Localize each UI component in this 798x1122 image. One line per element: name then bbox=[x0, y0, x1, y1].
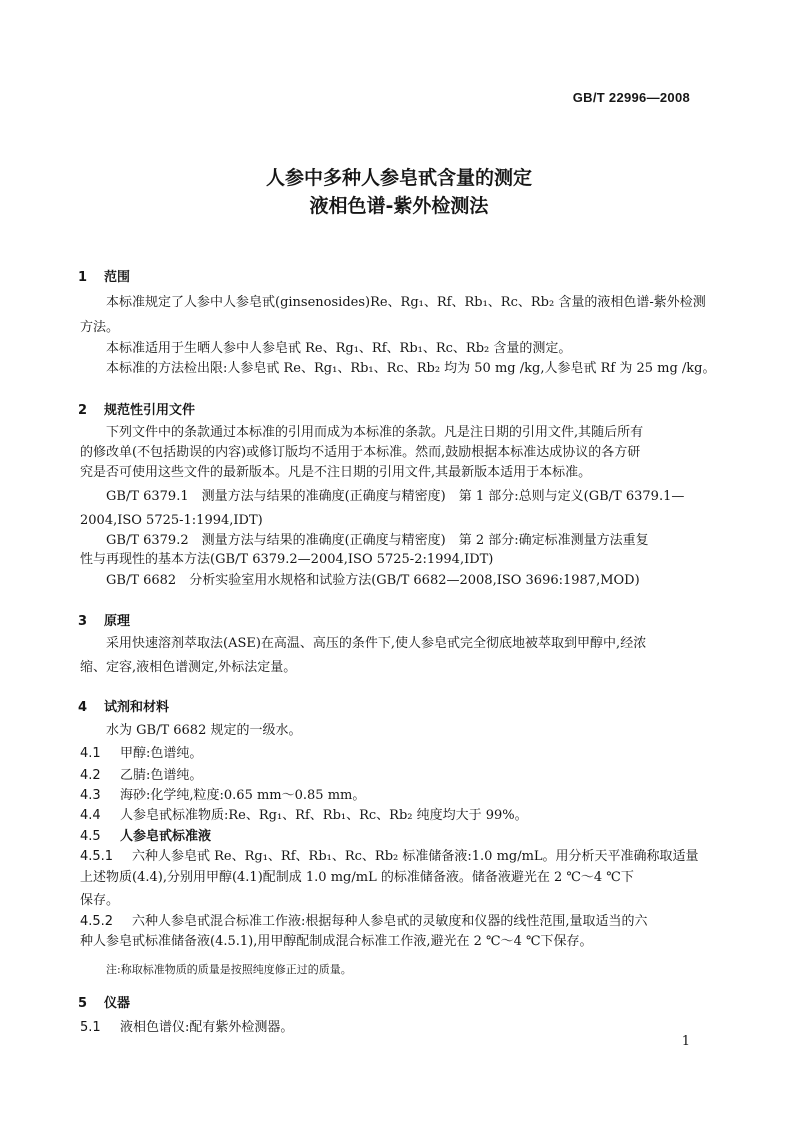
paragraph-line: 的修改单(不包括勘误的内容)或修订版均不适用于本标准。然而,鼓励根据本标准达成协议的各方研 bbox=[80, 445, 641, 460]
reference-line: GB/T 6379.2 测量方法与结果的准确度(正确度与精密度) 第 2 部分:确定标准测量方法重复 bbox=[106, 533, 649, 548]
clause-number: 4.5.1 bbox=[80, 849, 114, 864]
section-title: 仪器 bbox=[104, 996, 131, 1011]
reference-line: 性与再现性的基本方法(GB/T 6379.2—2004,ISO 5725-2:1994,IDT) bbox=[80, 552, 494, 567]
clause-number: 4.3 bbox=[80, 788, 101, 803]
clause-text: 六种人参皂甙混合标准工作液:根据每种人参皂甙的灵敏度和仪器的线性范围,量取适当的六 bbox=[132, 914, 648, 929]
paragraph-line: 缩、定容,液相色谱测定,外标法定量。 bbox=[80, 660, 297, 675]
paragraph-line: 采用快速溶剂萃取法(ASE)在高温、高压的条件下,使人参皂甙完全彻底地被萃取到甲醇中,经浓 bbox=[106, 636, 647, 651]
clause-number: 4.4 bbox=[80, 808, 101, 823]
clause-number: 4.2 bbox=[80, 768, 101, 783]
section-number: 5 bbox=[78, 996, 88, 1011]
clause-5-1 bbox=[80, 1020, 293, 1036]
section-1-heading bbox=[78, 266, 130, 285]
section-title: 原理 bbox=[104, 614, 131, 629]
paragraph-line: 种人参皂甙标准储备液(4.5.1),用甲醇配制成混合标准工作液,避光在 2 ℃～4 ℃下保存。 bbox=[80, 934, 593, 949]
section-title: 试剂和材料 bbox=[104, 700, 170, 715]
section-3-heading bbox=[78, 610, 130, 629]
paragraph-line: 下列文件中的条款通过本标准的引用而成为本标准的条款。凡是注日期的引用文件,其随后所有 bbox=[106, 425, 644, 440]
paragraph-line: 方法。 bbox=[80, 320, 120, 335]
paragraph-line: 本标准规定了人参中人参皂甙(ginsenosides)Re、Rg₁、Rf、Rb₁、Rc、Rb₂ 含量的液相色谱-紫外检测 bbox=[106, 295, 706, 310]
clause-4-5-2 bbox=[80, 914, 648, 930]
section-number: 1 bbox=[78, 270, 88, 285]
clause-text: 甲醇:色谱纯。 bbox=[120, 746, 203, 761]
paragraph-line: 本标准适用于生晒人参中人参皂甙 Re、Rg₁、Rf、Rb₁、Rc、Rb₂ 含量的测定。 bbox=[106, 341, 572, 356]
reference-line: GB/T 6682 分析实验室用水规格和试验方法(GB/T 6682—2008,ISO 3696:1987,MOD) bbox=[106, 573, 640, 588]
clause-number: 4.1 bbox=[80, 746, 101, 761]
clause-4-4 bbox=[80, 808, 528, 824]
paragraph-line: 究是否可使用这些文件的最新版本。凡是不注日期的引用文件,其最新版本适用于本标准。 bbox=[80, 465, 592, 480]
clause-text: 液相色谱仪:配有紫外检测器。 bbox=[120, 1020, 294, 1035]
clause-4-5-1 bbox=[80, 849, 699, 865]
reference-line: GB/T 6379.1 测量方法与结果的准确度(正确度与精密度) 第 1 部分:总则与定义(GB/T 6379.1— bbox=[106, 489, 685, 504]
section-title: 规范性引用文件 bbox=[104, 403, 196, 418]
clause-number: 5.1 bbox=[80, 1020, 101, 1035]
clause-text: 乙腈:色谱纯。 bbox=[120, 768, 203, 783]
clause-4-3 bbox=[80, 788, 365, 804]
section-4-heading bbox=[78, 696, 169, 715]
clause-text: 人参皂甙标准物质:Re、Rg₁、Rf、Rb₁、Rc、Rb₂ 纯度均大于 99%。 bbox=[120, 808, 528, 823]
section-2-heading bbox=[78, 399, 195, 418]
reference-line: 2004,ISO 5725-1:1994,IDT) bbox=[80, 513, 263, 528]
page-number: 1 bbox=[681, 1034, 690, 1049]
paragraph-line: 上述物质(4.4),分别用甲醇(4.1)配制成 1.0 mg/mL 的标准储备液。储备液避光在 2 ℃～4 ℃下 bbox=[80, 870, 634, 885]
clause-4-2 bbox=[80, 768, 202, 784]
standard-code: GB/T 22996—2008 bbox=[572, 90, 690, 105]
document-title-line1: 人参中多种人参皂甙含量的测定 bbox=[265, 167, 532, 189]
clause-text: 人参皂甙标准液 bbox=[120, 829, 212, 844]
section-number: 4 bbox=[78, 700, 88, 715]
section-title: 范围 bbox=[104, 270, 131, 285]
paragraph-line: 水为 GB/T 6682 规定的一级水。 bbox=[106, 723, 302, 738]
clause-4-5 bbox=[80, 829, 211, 845]
note: 注:称取标准物质的质量是按照纯度修正过的质量。 bbox=[106, 963, 352, 976]
paragraph-line: 保存。 bbox=[80, 893, 120, 908]
section-number: 3 bbox=[78, 614, 88, 629]
clause-text: 六种人参皂甙 Re、Rg₁、Rf、Rb₁、Rc、Rb₂ 标准储备液:1.0 mg/mL。用分析天平准确称取适量 bbox=[132, 849, 699, 864]
section-number: 2 bbox=[78, 403, 88, 418]
paragraph-line: 本标准的方法检出限:人参皂甙 Re、Rg₁、Rb₁、Rc、Rb₂ 均为 50 mg /kg,人参皂甙 Rf 为 25 mg /kg。 bbox=[106, 361, 716, 376]
clause-number: 4.5.2 bbox=[80, 914, 114, 929]
document-title-line2: 液相色谱-紫外检测法 bbox=[309, 195, 489, 217]
clause-text: 海砂:化学纯,粒度:0.65 mm～0.85 mm。 bbox=[120, 788, 366, 803]
clause-number: 4.5 bbox=[80, 829, 101, 844]
clause-4-1 bbox=[80, 746, 202, 762]
section-5-heading bbox=[78, 992, 130, 1011]
